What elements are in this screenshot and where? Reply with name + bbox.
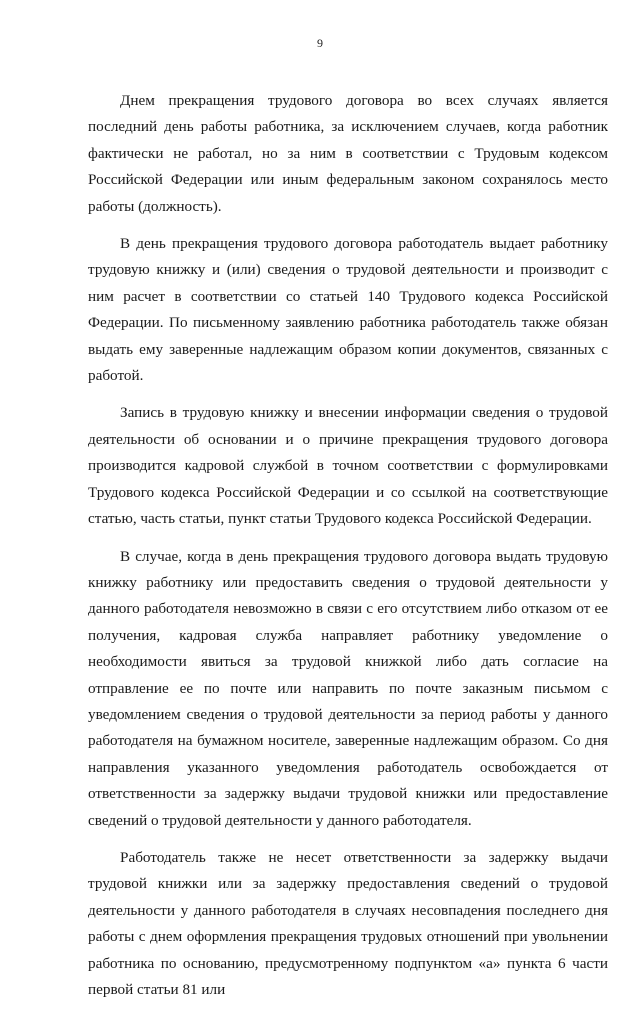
paragraph-termination-day: Днем прекращения трудового договора во всех случаях является последний день работы работника, за исключением случаев, когда работник фактически не работал, но за ним в соответствии с Трудовым кодексом Российской Федерации или иным федеральным законом сохранялось место работы (должность). bbox=[88, 92, 608, 215]
paragraph-issue-work-book: В день прекращения трудового договора работодатель выдает работнику трудовую книжку и (или) сведения о трудовой деятельности и производит с ним расчет в соответствии со статьей 140 Трудового кодекса Российской Федерации. По письменному заявлению работника работодатель также обязан выдать ему заверенные надлежащим образом копии документов, связанных с работой. bbox=[88, 235, 608, 385]
document-body bbox=[88, 88, 608, 1014]
paragraph-employer-liability: Работодатель также не несет ответственности за задержку выдачи трудовой книжки или за задержку предоставления сведений о трудовой деятельности у данного работодателя в случаях несовпадения последнего дня работы с днем оформления прекращения трудовых отношений при увольнении работника по основанию, предусмотренному подпунктом «а» пункта 6 части первой статьи 81 или bbox=[88, 848, 608, 998]
paragraph-record-entry: Запись в трудовую книжку и внесении информации сведения о трудовой деятельности об основании и о причине прекращения трудового договора производится кадровой службой в точном соответствии с формулировками Трудового кодекса Российской Федерации и со ссылкой на соответствующие статью, часть статьи, пункт статьи Трудового кодекса Российской Федерации. bbox=[88, 404, 608, 528]
paragraph-absence-notification: В случае, когда в день прекращения трудового договора выдать трудовую книжку работнику или предоставить сведения о трудовой деятельности у данного работодателя невозможно в связи с его отсутствием либо отказом от ее получения, кадровая служба направляет работнику уведомление о необходимости явиться за трудовой книжкой либо дать согласие на отправление ее по почте или направить по почте заказным письмом с уведомлением сведения о трудовой деятельности за период работы у данного работодателя на бумажном носителе, заверенные надлежащим образом. Со дня направления указанного уведомления работодатель освобождается от ответственности за задержку выдачи трудовой книжки или предоставление сведений о трудовой деятельности у данного работодателя. bbox=[88, 547, 608, 829]
page-number: 9 bbox=[317, 36, 323, 50]
